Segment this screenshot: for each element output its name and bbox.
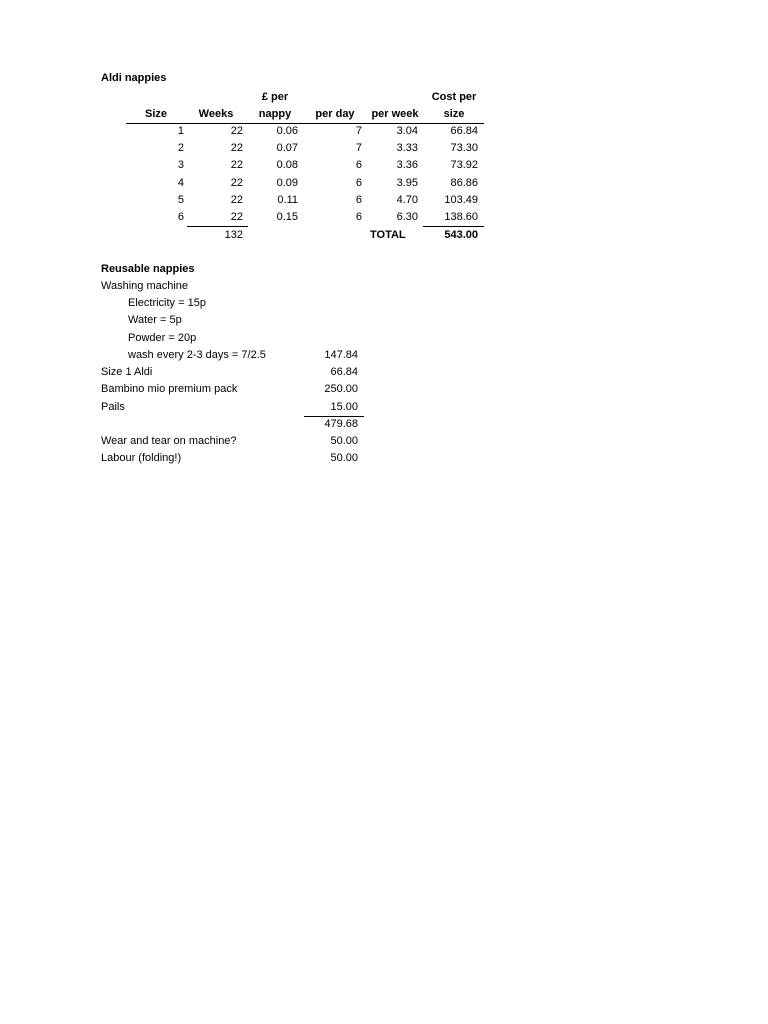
- row-5-weeks: 22: [230, 194, 243, 206]
- wear-label: Wear and tear on machine?: [101, 435, 237, 447]
- wear-value: 50.00: [330, 435, 358, 447]
- header-weeks: Weeks: [198, 108, 234, 120]
- row-3-weeks: 22: [230, 159, 243, 171]
- row-3-per-week: 3.36: [396, 159, 418, 171]
- row-3-per-day: 6: [355, 159, 362, 171]
- row-4-weeks: 22: [230, 177, 243, 189]
- electricity-label: Electricity = 15p: [128, 297, 206, 309]
- row-1-size: 1: [177, 125, 184, 137]
- wash-value: 147.84: [324, 349, 358, 361]
- row-5-per-day: 6: [355, 194, 362, 206]
- row-3-cost: 73.92: [450, 159, 478, 171]
- row-5-size: 5: [177, 194, 184, 206]
- row-3-per-nappy: 0.08: [276, 159, 298, 171]
- header-cost-line1: Cost per: [431, 91, 477, 103]
- aldi-title: Aldi nappies: [101, 72, 167, 84]
- total-cost: 543.00: [444, 229, 478, 241]
- row-3-size: 3: [177, 159, 184, 171]
- header-size: Size: [144, 108, 167, 120]
- row-1-per-week: 3.04: [396, 125, 418, 137]
- row-4-per-week: 3.95: [396, 177, 418, 189]
- header-cost-line2: size: [443, 108, 465, 120]
- row-6-per-day: 6: [355, 211, 362, 223]
- wash-label: wash every 2-3 days = 7/2.5: [128, 349, 266, 361]
- pails-value: 15.00: [330, 401, 358, 413]
- row-2-per-nappy: 0.07: [276, 142, 298, 154]
- bambino-label: Bambino mio premium pack: [101, 383, 238, 395]
- row-6-cost: 138.60: [444, 211, 478, 223]
- row-6-size: 6: [177, 211, 184, 223]
- row-2-per-day: 7: [355, 142, 362, 154]
- powder-label: Powder = 20p: [128, 332, 197, 344]
- labour-value: 50.00: [330, 452, 358, 464]
- row-5-per-nappy: 0.11: [277, 194, 298, 206]
- total-label: TOTAL: [370, 229, 406, 241]
- reusable-title: Reusable nappies: [101, 263, 195, 275]
- washing-machine-label: Washing machine: [101, 280, 189, 292]
- bambino-value: 250.00: [324, 383, 358, 395]
- total-weeks: 132: [224, 229, 243, 241]
- row-1-cost: 66.84: [450, 125, 478, 137]
- size1-value: 66.84: [330, 366, 358, 378]
- row-6-per-week: 6.30: [396, 211, 418, 223]
- header-per-nappy-line1: £ per: [261, 91, 289, 103]
- row-2-cost: 73.30: [450, 142, 478, 154]
- reusable-subtotal: 479.68: [324, 418, 358, 430]
- row-1-per-nappy: 0.06: [276, 125, 298, 137]
- row-6-weeks: 22: [230, 211, 243, 223]
- size1-label: Size 1 Aldi: [101, 366, 153, 378]
- row-5-cost: 103.49: [444, 194, 478, 206]
- row-2-weeks: 22: [230, 142, 243, 154]
- row-2-per-week: 3.33: [396, 142, 418, 154]
- header-per-day: per day: [315, 108, 355, 120]
- row-4-per-nappy: 0.09: [276, 177, 298, 189]
- row-6-per-nappy: 0.15: [276, 211, 298, 223]
- row-5-per-week: 4.70: [396, 194, 418, 206]
- pails-label: Pails: [101, 401, 125, 413]
- labour-label: Labour (folding!): [101, 452, 182, 464]
- water-label: Water = 5p: [128, 314, 182, 326]
- header-per-week: per week: [371, 108, 419, 120]
- row-1-weeks: 22: [230, 125, 243, 137]
- header-per-nappy-line2: nappy: [258, 108, 292, 120]
- row-4-cost: 86.86: [450, 177, 478, 189]
- row-4-size: 4: [177, 177, 184, 189]
- row-4-per-day: 6: [355, 177, 362, 189]
- row-2-size: 2: [177, 142, 184, 154]
- row-1-per-day: 7: [355, 125, 362, 137]
